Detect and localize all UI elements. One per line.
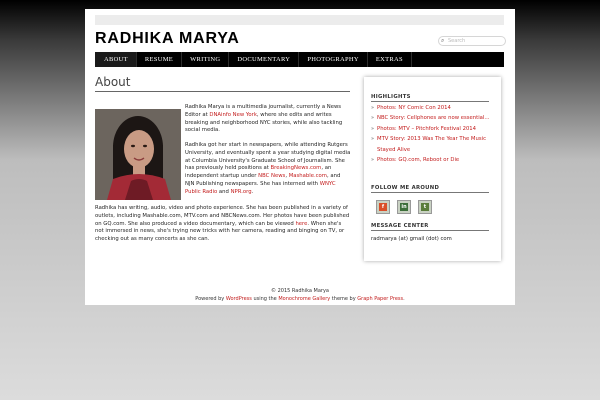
footer-text-4: .: [403, 296, 405, 302]
footer-copyright: © 2015 Radhika Marya: [271, 288, 329, 294]
npr-link[interactable]: NPR.org: [230, 188, 252, 195]
twitter-icon[interactable]: [418, 200, 432, 214]
highlight-item[interactable]: » Photos: MTV – Pitchfork Festival 2014: [371, 124, 497, 134]
footer-text-2: using the: [251, 296, 279, 302]
nav-about[interactable]: ABOUT: [95, 52, 137, 67]
wnyc-link[interactable]: WNYC Public Radio: [185, 180, 336, 195]
dnainfo-link[interactable]: DNAinfo New York: [209, 111, 257, 118]
portrait-image: [95, 109, 181, 200]
top-bar: [95, 15, 504, 25]
highlight-item[interactable]: » Photos: NY Comic Con 2014: [371, 103, 497, 113]
p3-text-2: . When she's not immersed in news, she's trying new tricks with her camera, reading and binging on TV, or checking out as many concerts as she can.: [95, 220, 345, 243]
wordpress-link[interactable]: WordPress: [225, 296, 252, 302]
p1-text-2: , where she edits and writes breaking and neighborhood NYC stories, while also tackling social media.: [185, 111, 343, 134]
nav-extras[interactable]: EXTRAS: [368, 52, 412, 67]
linkedin-icon[interactable]: [397, 200, 411, 214]
p3-text-1: Radhika has writing, audio, video and photo experience. She has been published in a variety of outlets, including Mashable.com, MTV.com and NBCNews.com. Her photos have been published on GQ.com. She also produced a video documentary, which can be viewed: [95, 205, 350, 227]
email-text: radmarya (at) gmail (dot) com: [371, 236, 452, 242]
about-paragraph-3: [95, 205, 351, 244]
follow-title: FOLLOW ME AROUND: [371, 185, 489, 193]
highlight-item[interactable]: » Photos: GQ.com, Reboot or Die: [371, 155, 497, 165]
footer-text-1: Powered by: [195, 296, 226, 302]
nav-resume[interactable]: RESUME: [137, 52, 182, 67]
nav-photography[interactable]: PHOTOGRAPHY: [299, 52, 368, 67]
search-input[interactable]: [438, 36, 506, 46]
graph-paper-press-link[interactable]: Graph Paper Press: [357, 296, 404, 302]
profile-photo: [95, 109, 181, 200]
p1-text-1: Radhika Marya is a multimedia journalist, currently a News Editor at: [185, 104, 342, 118]
p2-text-4: , and NJN Publishing newspapers. She has interned with: [185, 173, 341, 187]
breakingnews-link[interactable]: BreakingNews.com: [270, 165, 322, 172]
p2-text-6: .: [251, 188, 254, 195]
highlights-title: HIGHLIGHTS: [371, 94, 489, 102]
page-title: About: [95, 75, 350, 92]
highlight-item[interactable]: » MTV Story: 2013 Was The Year The Music Stayed Alive: [371, 134, 497, 155]
nav-writing[interactable]: WRITING: [182, 52, 229, 67]
search-icon: ⌕: [441, 37, 445, 44]
search-placeholder: Search: [448, 38, 466, 44]
highlights-list: [371, 103, 497, 165]
documentary-here-link[interactable]: here: [295, 220, 308, 227]
nav-documentary[interactable]: DOCUMENTARY: [229, 52, 299, 67]
message-center-title: MESSAGE CENTER: [371, 223, 489, 231]
mashable-link[interactable]: Mashable.com: [288, 173, 327, 180]
nbc-news-link[interactable]: NBC News: [258, 173, 286, 180]
monochrome-gallery-link[interactable]: Monochrome Gallery: [278, 296, 331, 302]
footer-text-3: theme by: [330, 296, 358, 302]
twitter-icon-glyph: t: [421, 203, 429, 211]
flickr-icon-glyph: f: [379, 203, 387, 211]
p2-text-2: , an independent startup under: [185, 165, 332, 180]
about-paragraph-1: [185, 104, 351, 135]
p2-text-5: and: [217, 188, 231, 195]
about-paragraph-2: [185, 142, 351, 197]
main-nav: [95, 52, 504, 67]
linkedin-icon-glyph: in: [401, 204, 407, 210]
flickr-icon[interactable]: [376, 200, 390, 214]
highlight-item[interactable]: » NBC Story: Cellphones are now essential...: [371, 113, 497, 123]
p2-text-1: Radhika got her start in newspapers, while attending Rutgers University, and eventually spent a year studying digital media at Columbia University's Graduate School of Journalism. She has previously held positions at: [185, 142, 351, 172]
footer-credits: [85, 296, 515, 302]
p2-text-3: ,: [285, 173, 289, 180]
footer: [85, 288, 515, 302]
site-title[interactable]: RADHIKA MARYA: [95, 30, 240, 47]
